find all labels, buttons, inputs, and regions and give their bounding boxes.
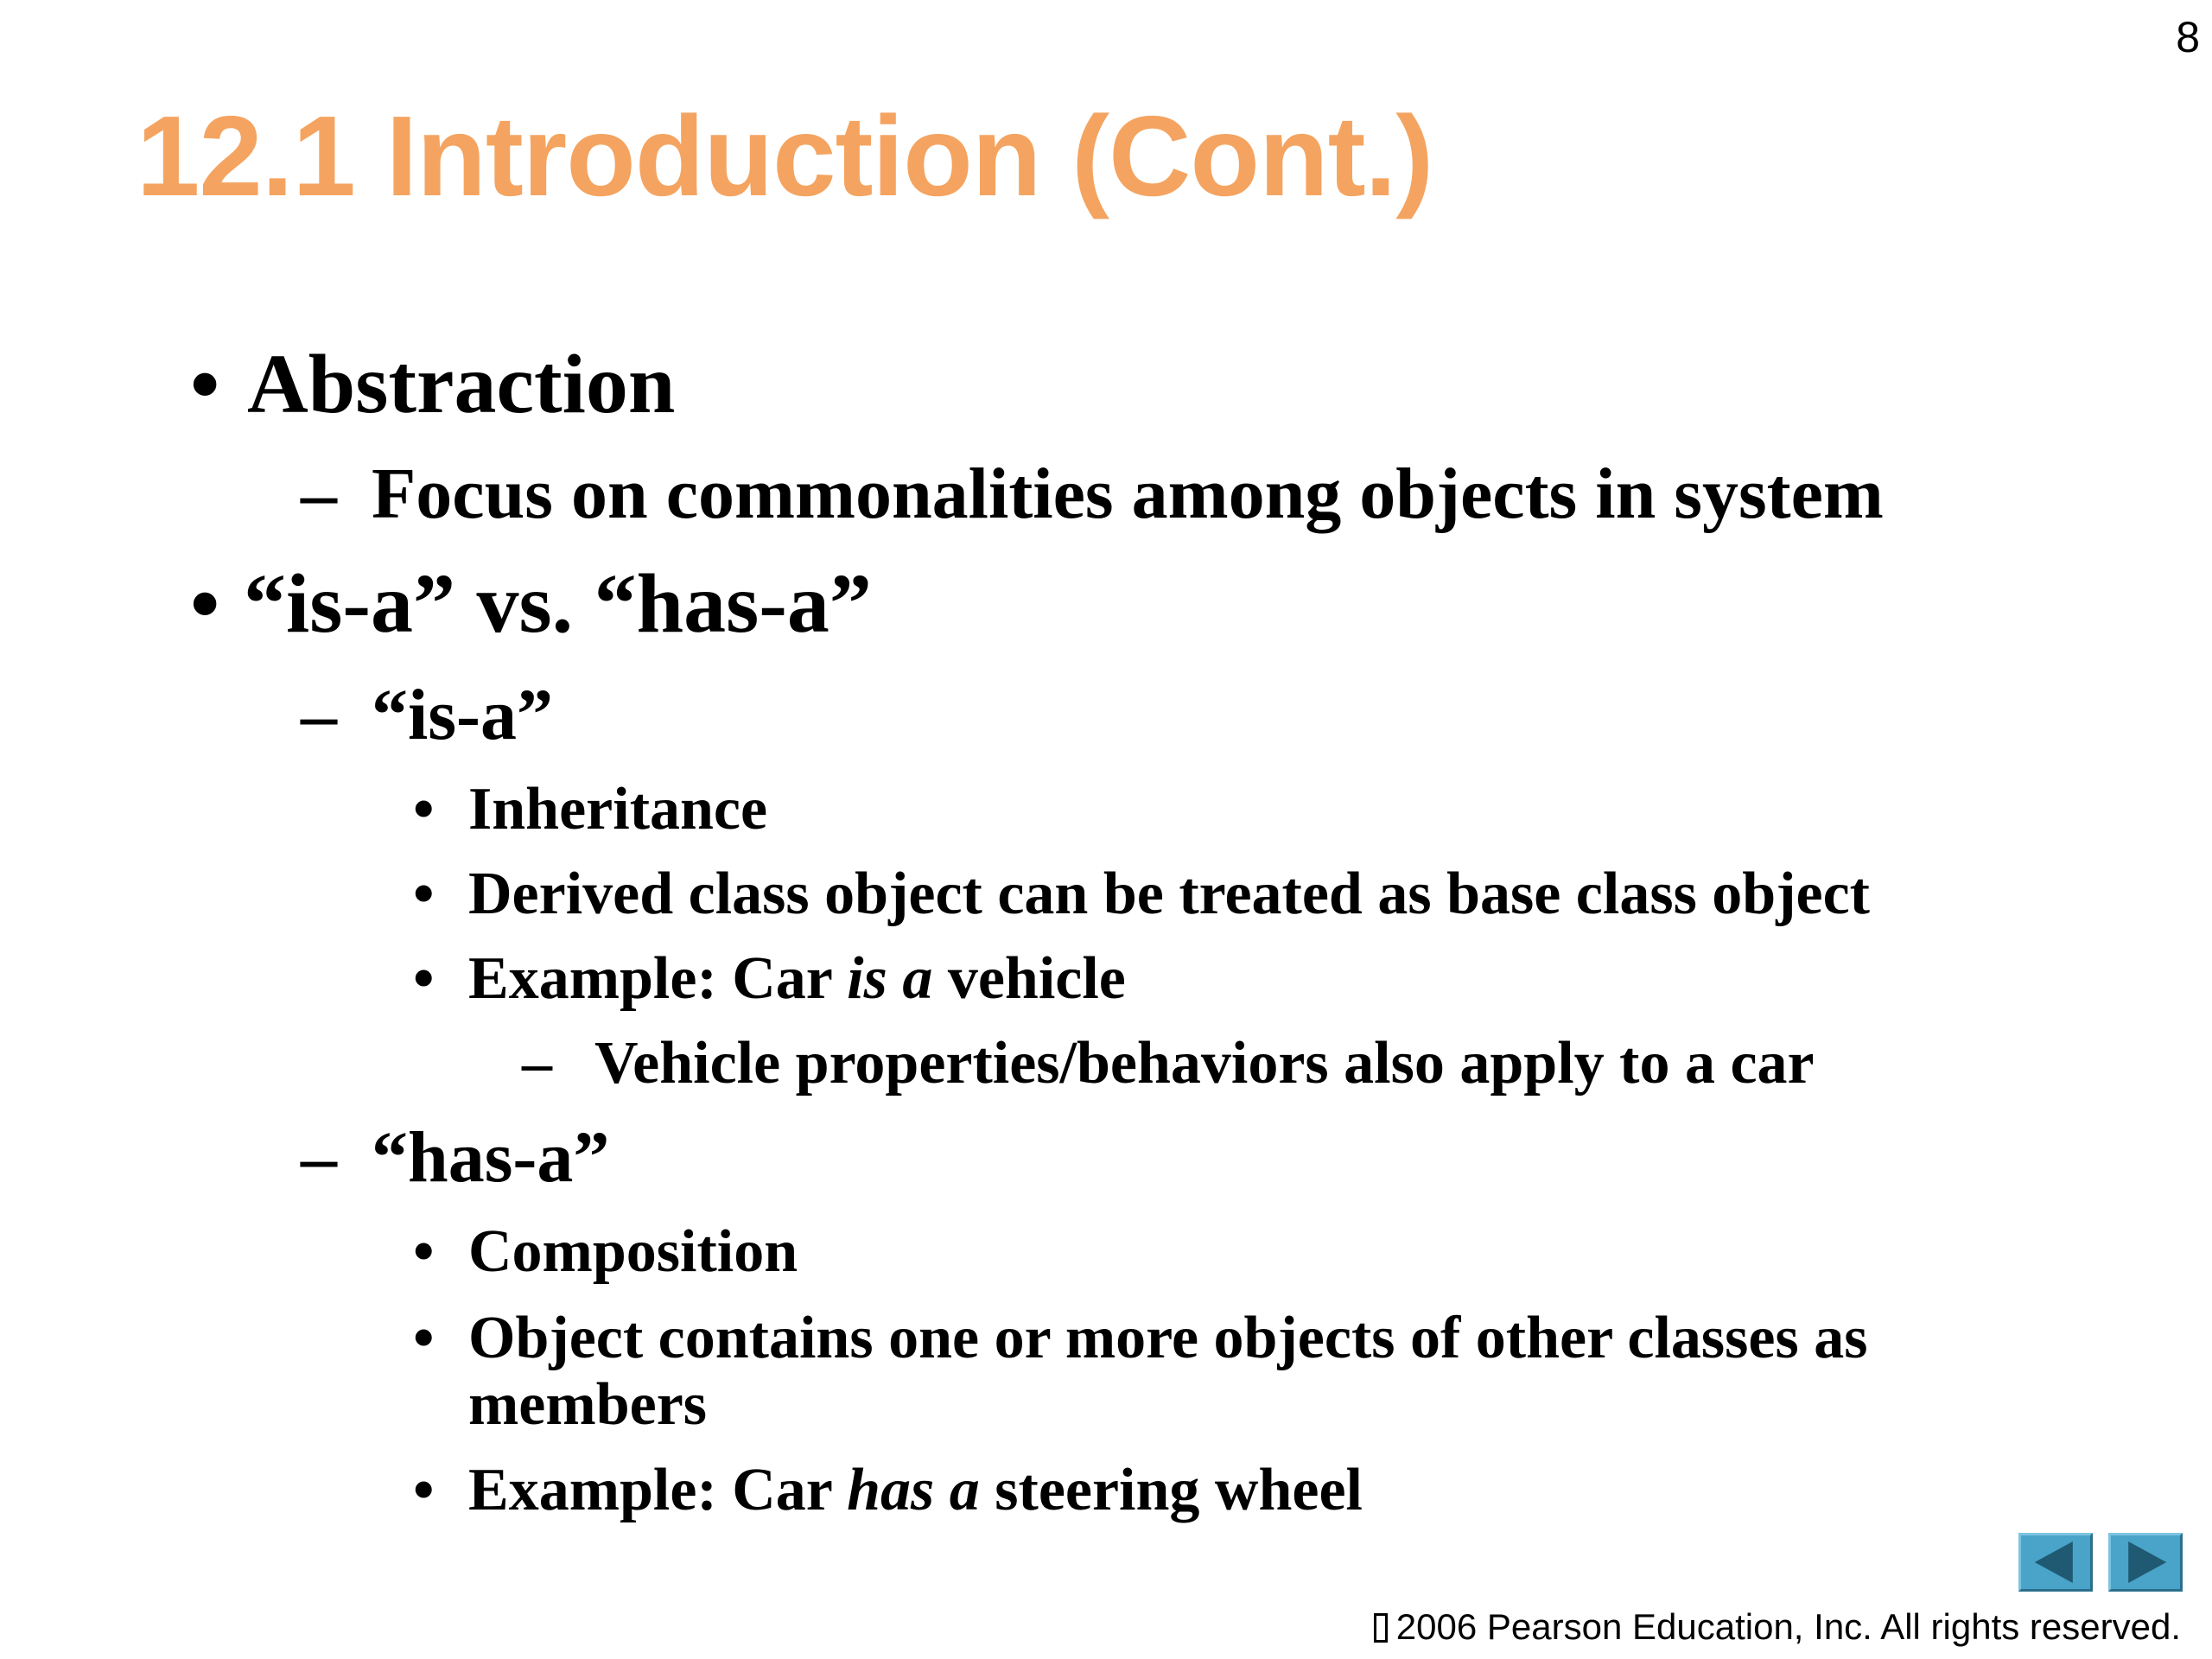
left-arrow-icon (2035, 1541, 2073, 1583)
copyright-icon (1374, 1613, 1388, 1643)
item-derived-class (413, 861, 1870, 927)
bullet-marker: • (413, 1457, 435, 1523)
right-arrow-icon (2128, 1541, 2166, 1583)
bullet-text (468, 1457, 1363, 1523)
bullet-abstraction (190, 339, 675, 432)
item-inheritance (413, 776, 767, 842)
sub-bullet-has-a (301, 1118, 609, 1198)
example-emphasis: is a (847, 945, 933, 1012)
previous-slide-button[interactable] (2018, 1533, 2093, 1592)
example-prefix: Example: Car (468, 1457, 848, 1523)
bullet-marker: • (413, 1305, 435, 1371)
bullet-text: Derived class object can be treated as base class object (468, 861, 1870, 927)
bullet-marker: • (413, 861, 435, 927)
example-prefix: Example: Car (468, 945, 848, 1012)
bullet-marker: • (413, 945, 435, 1012)
bullet-text: Object contains one or more objects of other classes as members (468, 1305, 1868, 1438)
bullet-marker: – (301, 454, 337, 534)
bullet-text: Vehicle properties/behaviors also apply to a car (594, 1030, 1815, 1096)
item-example-has-a (413, 1457, 1363, 1523)
item-object-contains (413, 1305, 1937, 1438)
bullet-text: Composition (468, 1218, 798, 1285)
slide-number: 8 (2176, 13, 2200, 61)
slide-title: 12.1 Introduction (Cont.) (137, 92, 1433, 219)
copyright-text: 2006 Pearson Education, Inc. All rights reserved. (1395, 1606, 2181, 1647)
item-vehicle-properties (522, 1030, 1815, 1096)
bullet-is-a-vs-has-a (190, 558, 872, 652)
next-slide-button[interactable] (2108, 1533, 2183, 1592)
bullet-marker: – (522, 1030, 552, 1096)
bullet-text: “is-a” vs. “has-a” (244, 557, 872, 651)
bullet-marker: • (190, 338, 220, 431)
bullet-text: Inheritance (468, 776, 768, 842)
bullet-text: Abstraction (247, 338, 676, 431)
example-suffix: steering wheel (979, 1457, 1363, 1523)
copyright-footer (1374, 1606, 2181, 1647)
example-suffix: vehicle (932, 945, 1126, 1012)
bullet-text: “is-a” (372, 675, 553, 755)
bullet-text: Focus on commonalities among objects in system (372, 454, 1884, 534)
item-composition (413, 1218, 798, 1285)
item-example-is-a (413, 945, 1126, 1012)
sub-bullet-is-a (301, 676, 553, 755)
bullet-marker: • (190, 557, 220, 651)
bullet-marker: – (301, 675, 337, 755)
bullet-marker: – (301, 1117, 337, 1198)
bullet-text: “has-a” (372, 1117, 610, 1198)
bullet-marker: • (413, 1218, 435, 1285)
sub-bullet-focus (301, 454, 1884, 534)
bullet-marker: • (413, 776, 435, 842)
example-emphasis: has a (847, 1457, 980, 1523)
bullet-text (468, 945, 1126, 1012)
